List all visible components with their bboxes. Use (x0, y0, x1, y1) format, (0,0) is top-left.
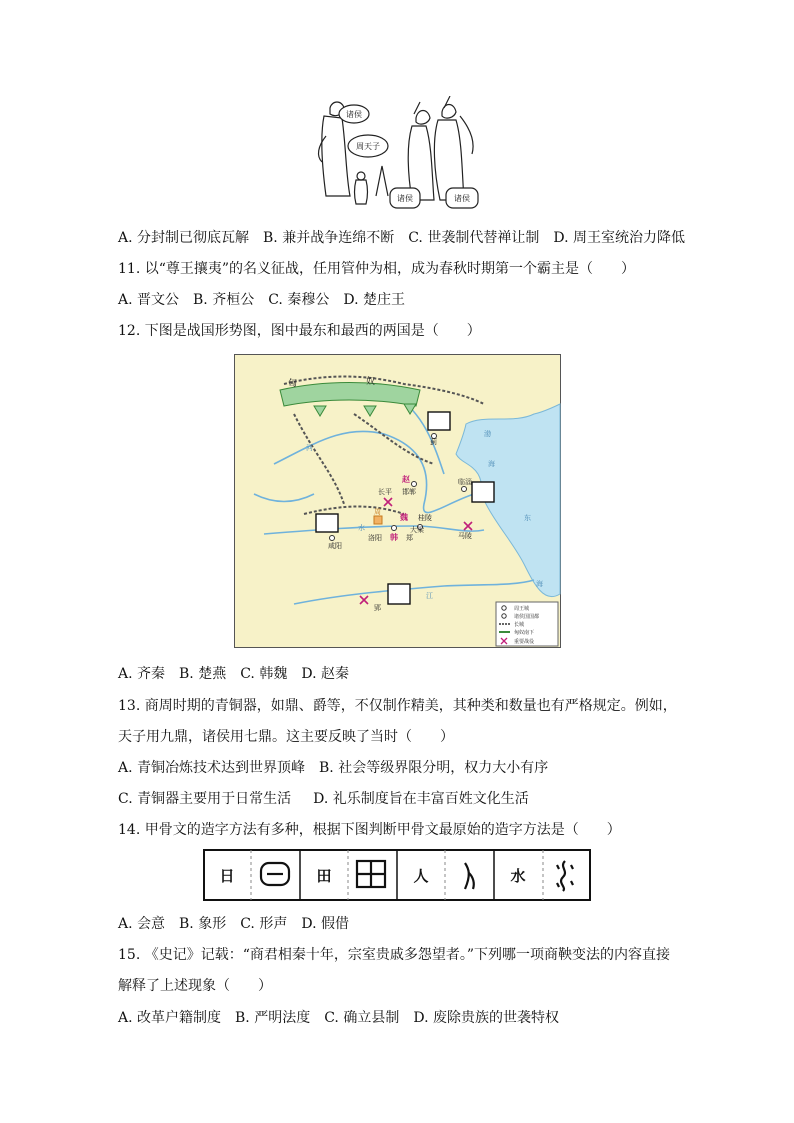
modern-char-shui: 水 (510, 867, 526, 885)
bubble-label-right-bottom: 诸侯 (454, 194, 470, 203)
q11-stem: 11. 以“尊王攘夷”的名义征战，任用管仲为相，成为春秋时期第一个霸主是（ ） (118, 261, 636, 277)
map-label-shui: 水 (358, 524, 365, 532)
q13-stem-line2: 天子用九鼎，诸侯用七鼎。这主要反映了当时（ ） (118, 729, 454, 745)
city-marker (392, 526, 397, 531)
map-label-dong: 东 (524, 514, 531, 522)
city-marker (462, 487, 467, 492)
map-label-xianyang: 咸阳 (328, 542, 342, 550)
city-marker (330, 536, 335, 541)
map-label-zheng: 郑 (406, 534, 413, 542)
city-marker (412, 482, 417, 487)
q14-option-d[interactable]: D. 假借 (301, 916, 349, 932)
map-label-xiongnu-1: 匈 (288, 379, 298, 389)
map-blank-box (316, 514, 338, 532)
map-label-xiongnu-2: 奴 (366, 377, 376, 387)
legend-symbol-royal-city (502, 606, 506, 610)
map-label-zhou: 周 (374, 508, 381, 516)
map-label-ying: 郢 (374, 604, 381, 612)
map-label-zhao: 赵 (402, 475, 410, 484)
q14-option-c[interactable]: C. 形声 (240, 916, 288, 932)
legend-symbol-capital (502, 614, 506, 618)
q10-option-d[interactable]: D. 周王室统治力降低 (553, 230, 685, 246)
q14-option-b[interactable]: B. 象形 (179, 916, 227, 932)
map-label-luoyang: 洛阳 (368, 534, 382, 542)
modern-char-tian: 田 (316, 867, 332, 885)
q12-stem: 12. 下图是战国形势图，图中最东和最西的两国是（ ） (118, 323, 481, 339)
map-label-guiling: 桂陵 (418, 514, 432, 522)
map-label-wei: 魏 (400, 513, 408, 522)
q15-option-a[interactable]: A. 改革户籍制度 (118, 1010, 222, 1026)
q12-option-b[interactable]: B. 楚燕 (179, 666, 227, 682)
map-label-bo: 渤 (484, 430, 491, 438)
q13-option-d[interactable]: D. 礼乐制度旨在丰富百姓文化生活 (313, 791, 529, 807)
bubble-label-left-bottom: 诸侯 (397, 194, 413, 203)
map-blank-box (428, 412, 450, 430)
map-blank-box (472, 482, 494, 502)
q12-option-a[interactable]: A. 齐秦 (118, 666, 166, 682)
q11-option-b[interactable]: B. 齐桓公 (193, 292, 255, 308)
legend-label-royal-city: 周王城 (514, 606, 530, 612)
q12-option-d[interactable]: D. 赵秦 (301, 666, 349, 682)
bubble-label-center: 周天子 (356, 142, 380, 151)
oracle-bone-table (203, 849, 591, 901)
q13-options-row1 (118, 759, 562, 777)
q14-options (118, 915, 363, 933)
q12-options (118, 665, 363, 683)
q13-option-b[interactable]: B. 社会等级界限分明，权力大小有序 (319, 760, 549, 776)
map-blank-box (388, 584, 410, 604)
legend-label-battle: 重要战役 (514, 639, 535, 645)
map-label-handan: 邯郸 (402, 488, 416, 496)
q13-option-c[interactable]: C. 青铜器主要用于日常生活 (118, 791, 292, 807)
q11-option-c[interactable]: C. 秦穆公 (268, 292, 330, 308)
legend-label-xiongnu: 匈奴南下 (514, 630, 535, 636)
q13-stem-line1: 13. 商周时期的青铜器，如鼎、爵等，不仅制作精美，其种类和数量也有严格规定。例如， (118, 698, 677, 714)
q15-options (118, 1009, 573, 1027)
legend-label-wall: 长城 (514, 622, 525, 628)
q14-option-a[interactable]: A. 会意 (118, 916, 166, 932)
q13-options-row2 (118, 790, 543, 808)
q10-option-a[interactable]: A. 分封制已彻底瓦解 (118, 230, 250, 246)
q10-option-b[interactable]: B. 兼并战争连绵不断 (263, 230, 395, 246)
map-legend (496, 602, 558, 646)
modern-char-ri: 日 (219, 867, 235, 885)
warring-states-map (234, 354, 561, 648)
map-label-hai: 海 (488, 460, 495, 468)
q15-option-b[interactable]: B. 严明法度 (235, 1010, 311, 1026)
q13-option-a[interactable]: A. 青铜冶炼技术达到世界顶峰 (118, 760, 306, 776)
map-label-jiang: 江 (426, 592, 433, 600)
q11-option-d[interactable]: D. 楚庄王 (343, 292, 405, 308)
q12-option-c[interactable]: C. 韩魏 (240, 666, 288, 682)
modern-char-ren: 人 (413, 867, 429, 885)
q11-option-a[interactable]: A. 晋文公 (118, 292, 180, 308)
map-label-hai2: 海 (536, 580, 543, 588)
bubble-label-top: 诸侯 (346, 110, 362, 119)
map-label-changping: 长平 (378, 488, 392, 496)
map-label-he: 河 (306, 444, 313, 452)
q10-options (118, 229, 699, 247)
q15-stem-line1: 15. 《史记》记载：“商君相秦十年，宗室贵戚多怨望者。”下列哪一项商鞅变法的内容直接 (118, 947, 671, 963)
map-label-linzi: 临淄 (458, 478, 472, 486)
map-label-daliang: 大梁 (410, 526, 424, 534)
q15-option-d[interactable]: D. 废除贵族的世袭特权 (413, 1010, 559, 1026)
zhou-royal-city-marker (374, 516, 382, 524)
legend-label-capital: 诸侯国国都 (514, 614, 540, 620)
map-label-maling: 马陵 (458, 532, 472, 540)
map-label-han: 韩 (390, 533, 398, 542)
q14-stem: 14. 甲骨文的造字方法有多种，根据下图判断甲骨文最原始的造字方法是（ ） (118, 822, 621, 838)
q10-option-c[interactable]: C. 世袭制代替禅让制 (408, 230, 540, 246)
q15-stem-line2: 解释了上述现象（ ） (118, 978, 272, 994)
cartoon-illustration (316, 96, 486, 214)
q15-option-c[interactable]: C. 确立县制 (324, 1010, 400, 1026)
q11-options (118, 291, 419, 309)
map-label-ji: 蓟 (430, 438, 437, 446)
